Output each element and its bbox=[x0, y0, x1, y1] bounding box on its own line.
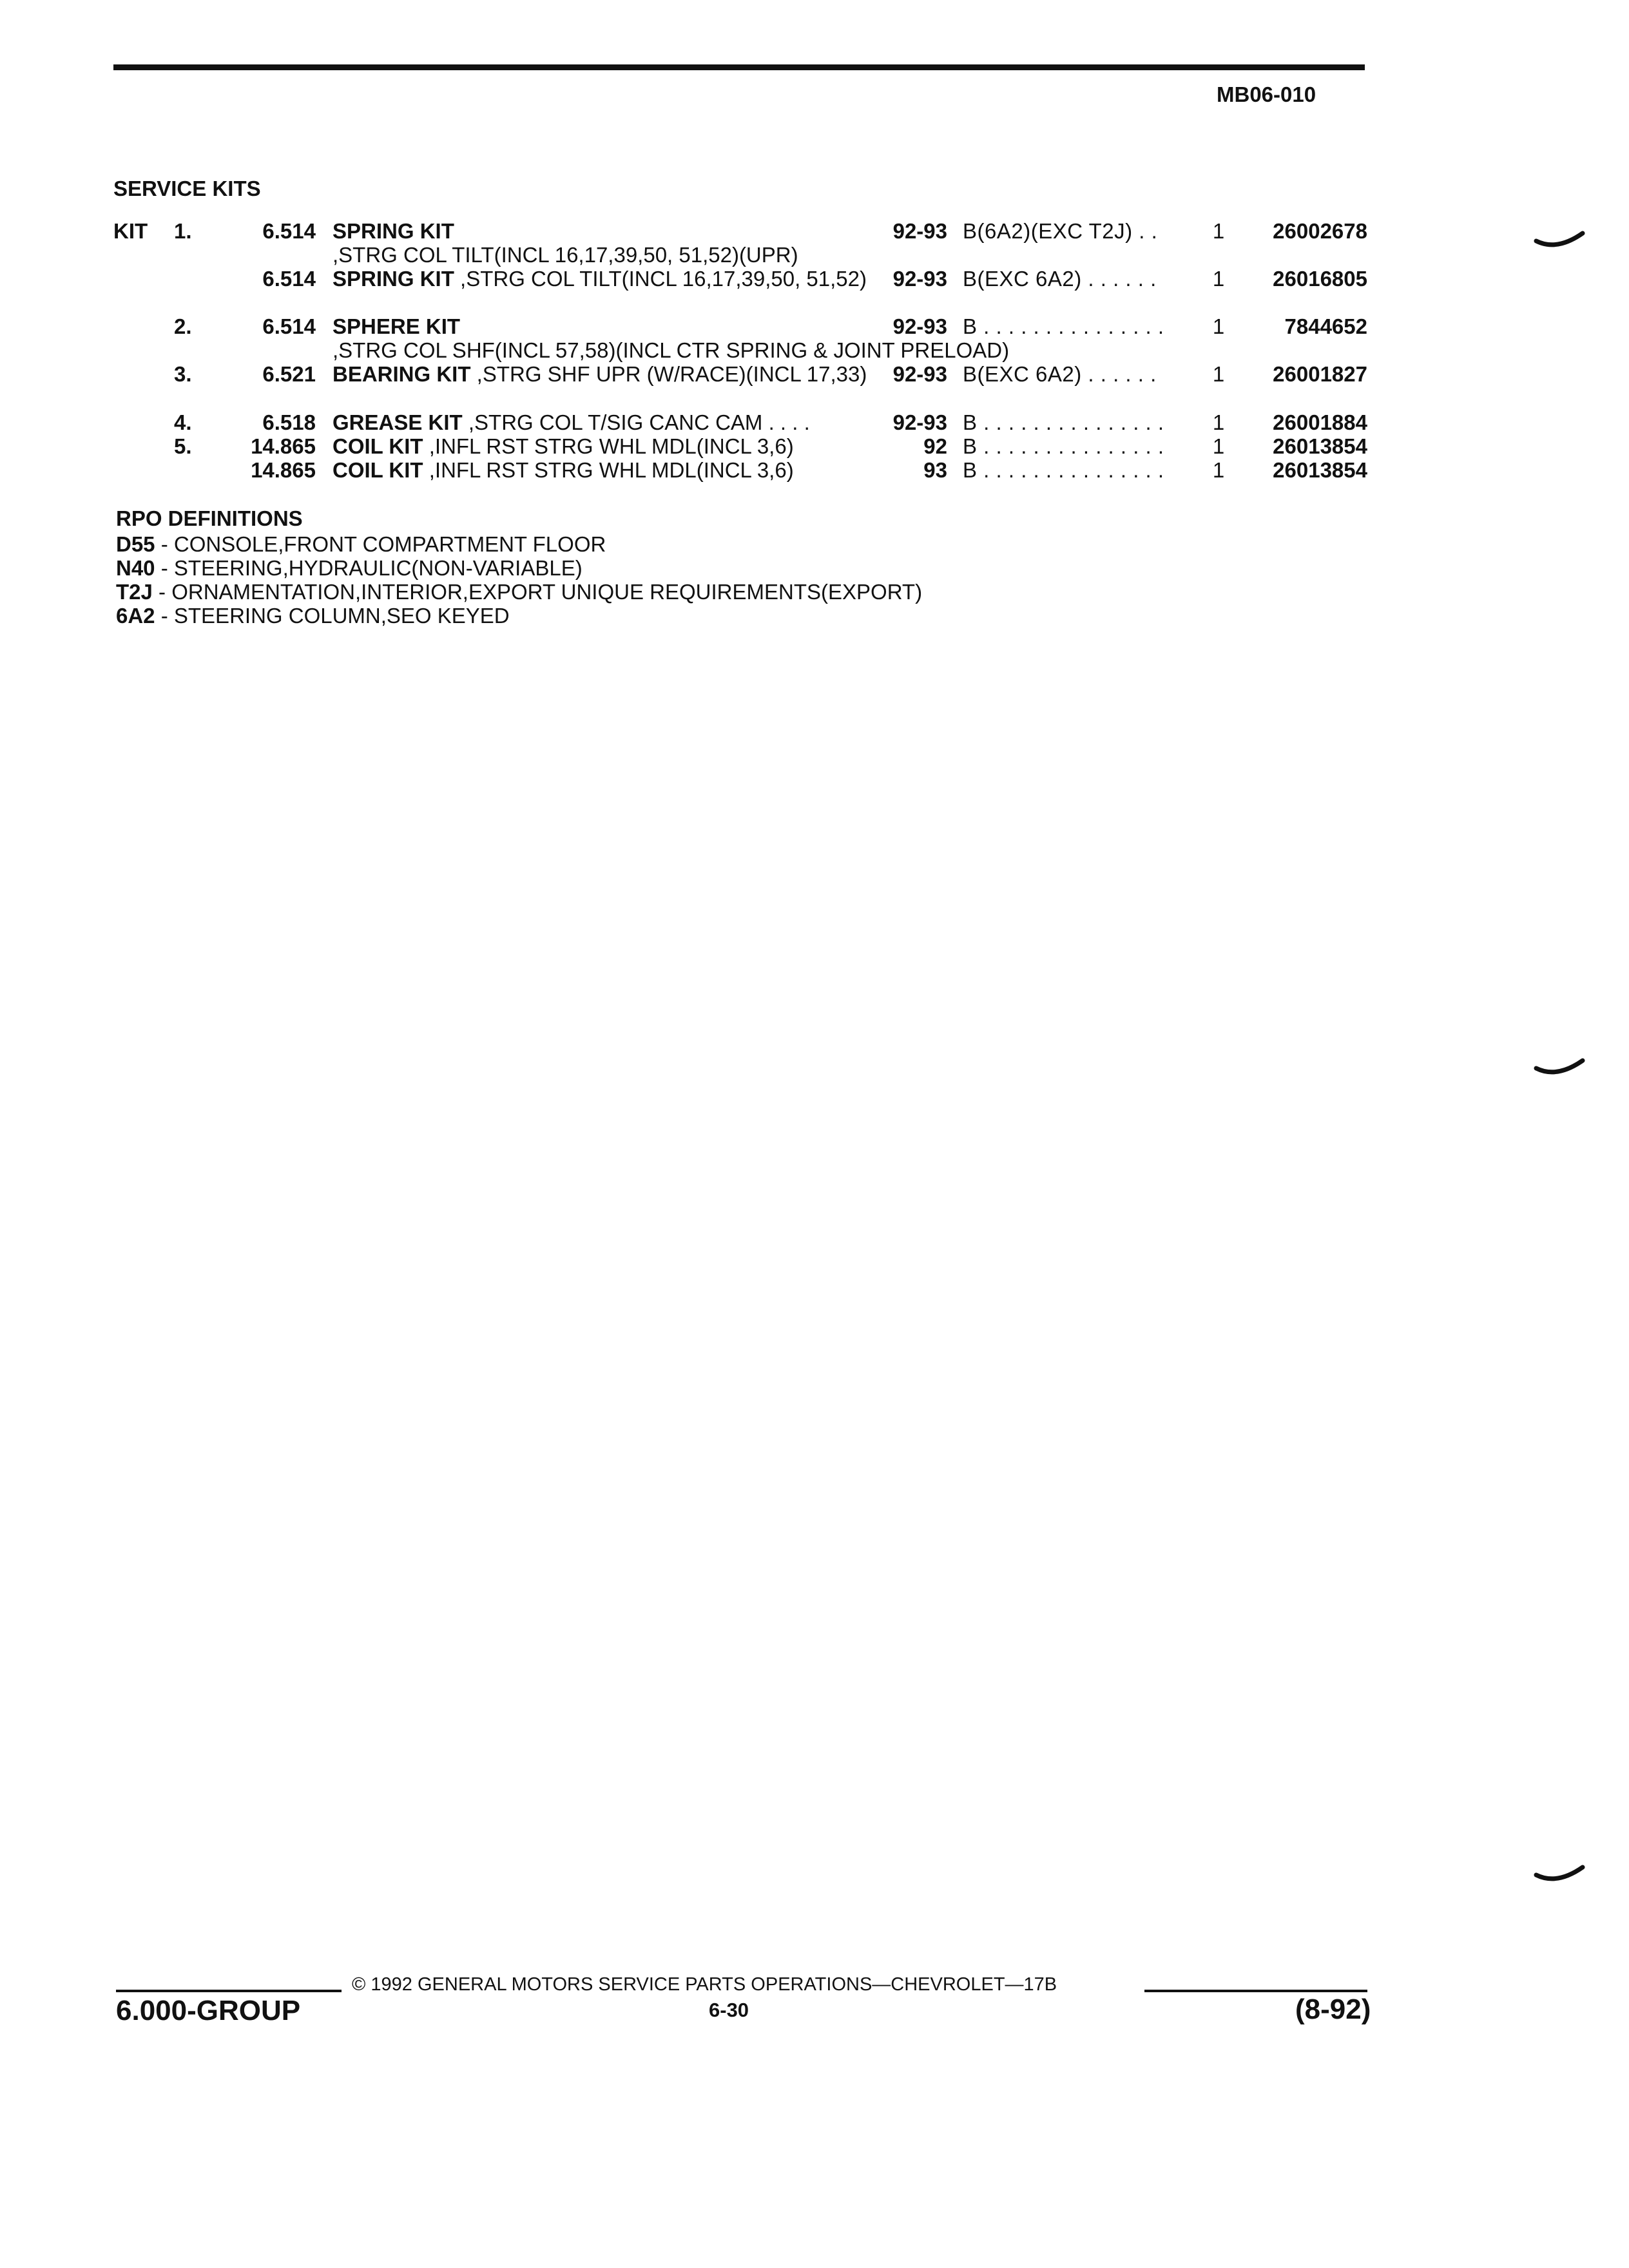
kit-detail: ,STRG COL SHF(INCL 57,58)(INCL CTR SPRING & JOINT PRELOAD) bbox=[333, 338, 1010, 362]
rpo-text: - STEERING COLUMN,SEO KEYED bbox=[155, 604, 510, 628]
kit-name: SPRING KIT bbox=[333, 219, 454, 243]
rpo-definition bbox=[116, 532, 606, 557]
part-number: 26013854 bbox=[1273, 458, 1367, 482]
model-year: 92-93 bbox=[892, 362, 947, 386]
footer-rule-right bbox=[1144, 1990, 1367, 1992]
quantity: 1 bbox=[1212, 314, 1225, 338]
item-number: 5. bbox=[174, 434, 192, 458]
kit-row bbox=[0, 434, 1629, 459]
rpo-text: - ORNAMENTATION,INTERIOR,EXPORT UNIQUE REQUIREMENTS(EXPORT) bbox=[152, 580, 923, 604]
kit-description bbox=[333, 434, 867, 458]
item-number: 3. bbox=[174, 362, 192, 386]
kit-label: KIT bbox=[113, 219, 148, 243]
quantity: 1 bbox=[1212, 410, 1225, 434]
kit-detail: ,STRG COL TILT(INCL 16,17,39,50, 51,52)(UPR) bbox=[333, 243, 798, 267]
section-title: SERVICE KITS bbox=[113, 177, 261, 200]
model-code: B(6A2)(EXC T2J) . . bbox=[963, 219, 1158, 243]
ref-number: 6.514 bbox=[262, 267, 316, 291]
kit-row bbox=[0, 410, 1629, 435]
rpo-code: T2J bbox=[116, 580, 153, 604]
kit-detail: ,STRG SHF UPR (W/RACE)(INCL 17,33) bbox=[470, 362, 867, 386]
footer-copyright: © 1992 GENERAL MOTORS SERVICE PARTS OPERATIONS—CHEVROLET—17B bbox=[352, 1974, 1057, 1995]
quantity: 1 bbox=[1212, 362, 1225, 386]
page-number: 6-30 bbox=[709, 1999, 749, 2021]
rpo-text: - STEERING,HYDRAULIC(NON-VARIABLE) bbox=[155, 556, 583, 580]
part-number: 7844652 bbox=[1284, 314, 1367, 338]
kit-description bbox=[333, 219, 867, 267]
kit-detail: ,INFL RST STRG WHL MDL(INCL 3,6) bbox=[423, 434, 794, 458]
rpo-definition bbox=[116, 580, 922, 604]
footer-group: 6.000-GROUP bbox=[116, 1995, 301, 2026]
footer-rule-left bbox=[116, 1990, 342, 1992]
model-year: 92 bbox=[923, 434, 947, 458]
part-number: 26002678 bbox=[1273, 219, 1367, 243]
model-year: 93 bbox=[923, 458, 947, 482]
model-year: 92-93 bbox=[892, 314, 947, 338]
binder-hole-mark-icon bbox=[1534, 1057, 1585, 1082]
top-rule bbox=[113, 64, 1365, 70]
rpo-code: N40 bbox=[116, 556, 155, 580]
kit-description bbox=[333, 362, 867, 386]
rpo-code: D55 bbox=[116, 532, 155, 556]
rpo-definitions-title: RPO DEFINITIONS bbox=[116, 506, 303, 530]
ref-number: 6.518 bbox=[262, 410, 316, 434]
ref-number: 14.865 bbox=[251, 434, 316, 458]
part-number: 26016805 bbox=[1273, 267, 1367, 291]
kit-name: COIL KIT bbox=[333, 458, 423, 482]
ref-number: 6.514 bbox=[262, 219, 316, 243]
kit-name: SPHERE KIT bbox=[333, 314, 461, 338]
model-year: 92-93 bbox=[892, 219, 947, 243]
model-code: B . . . . . . . . . . . . . . . bbox=[963, 458, 1164, 482]
quantity: 1 bbox=[1212, 267, 1225, 291]
item-number: 2. bbox=[174, 314, 192, 338]
kit-row bbox=[0, 458, 1629, 483]
ref-number: 6.521 bbox=[262, 362, 316, 386]
kit-description bbox=[333, 410, 867, 434]
part-number: 26001827 bbox=[1273, 362, 1367, 386]
item-number: 1. bbox=[174, 219, 192, 243]
rpo-definition bbox=[116, 556, 583, 581]
binder-hole-mark-icon bbox=[1534, 229, 1585, 255]
part-number: 26001884 bbox=[1273, 410, 1367, 434]
rpo-code: 6A2 bbox=[116, 604, 155, 628]
footer-date: (8-92) bbox=[1295, 1994, 1371, 2025]
document-code: MB06-010 bbox=[1217, 82, 1316, 106]
kit-row bbox=[0, 219, 1629, 268]
kit-detail: ,STRG COL T/SIG CANC CAM . . . . bbox=[462, 410, 810, 434]
model-code: B . . . . . . . . . . . . . . . bbox=[963, 314, 1164, 338]
model-code: B . . . . . . . . . . . . . . . bbox=[963, 410, 1164, 434]
kit-detail: ,STRG COL TILT(INCL 16,17,39,50, 51,52) bbox=[454, 267, 867, 291]
ref-number: 14.865 bbox=[251, 458, 316, 482]
kit-row bbox=[0, 314, 1629, 363]
binder-hole-mark-icon bbox=[1534, 1863, 1585, 1889]
model-code: B(EXC 6A2) . . . . . . bbox=[963, 267, 1157, 291]
quantity: 1 bbox=[1212, 219, 1225, 243]
model-year: 92-93 bbox=[892, 267, 947, 291]
kit-name: SPRING KIT bbox=[333, 267, 454, 291]
kit-row bbox=[0, 362, 1629, 411]
rpo-text: - CONSOLE,FRONT COMPARTMENT FLOOR bbox=[155, 532, 606, 556]
quantity: 1 bbox=[1212, 434, 1225, 458]
kit-row bbox=[0, 267, 1629, 316]
model-year: 92-93 bbox=[892, 410, 947, 434]
part-number: 26013854 bbox=[1273, 434, 1367, 458]
kit-name: GREASE KIT bbox=[333, 410, 463, 434]
rpo-definition bbox=[116, 604, 510, 628]
model-code: B(EXC 6A2) . . . . . . bbox=[963, 362, 1157, 386]
quantity: 1 bbox=[1212, 458, 1225, 482]
item-number: 4. bbox=[174, 410, 192, 434]
ref-number: 6.514 bbox=[262, 314, 316, 338]
kit-description bbox=[333, 458, 867, 482]
kit-description bbox=[333, 267, 867, 291]
model-code: B . . . . . . . . . . . . . . . bbox=[963, 434, 1164, 458]
kit-detail: ,INFL RST STRG WHL MDL(INCL 3,6) bbox=[423, 458, 794, 482]
kit-name: BEARING KIT bbox=[333, 362, 471, 386]
kit-name: COIL KIT bbox=[333, 434, 423, 458]
